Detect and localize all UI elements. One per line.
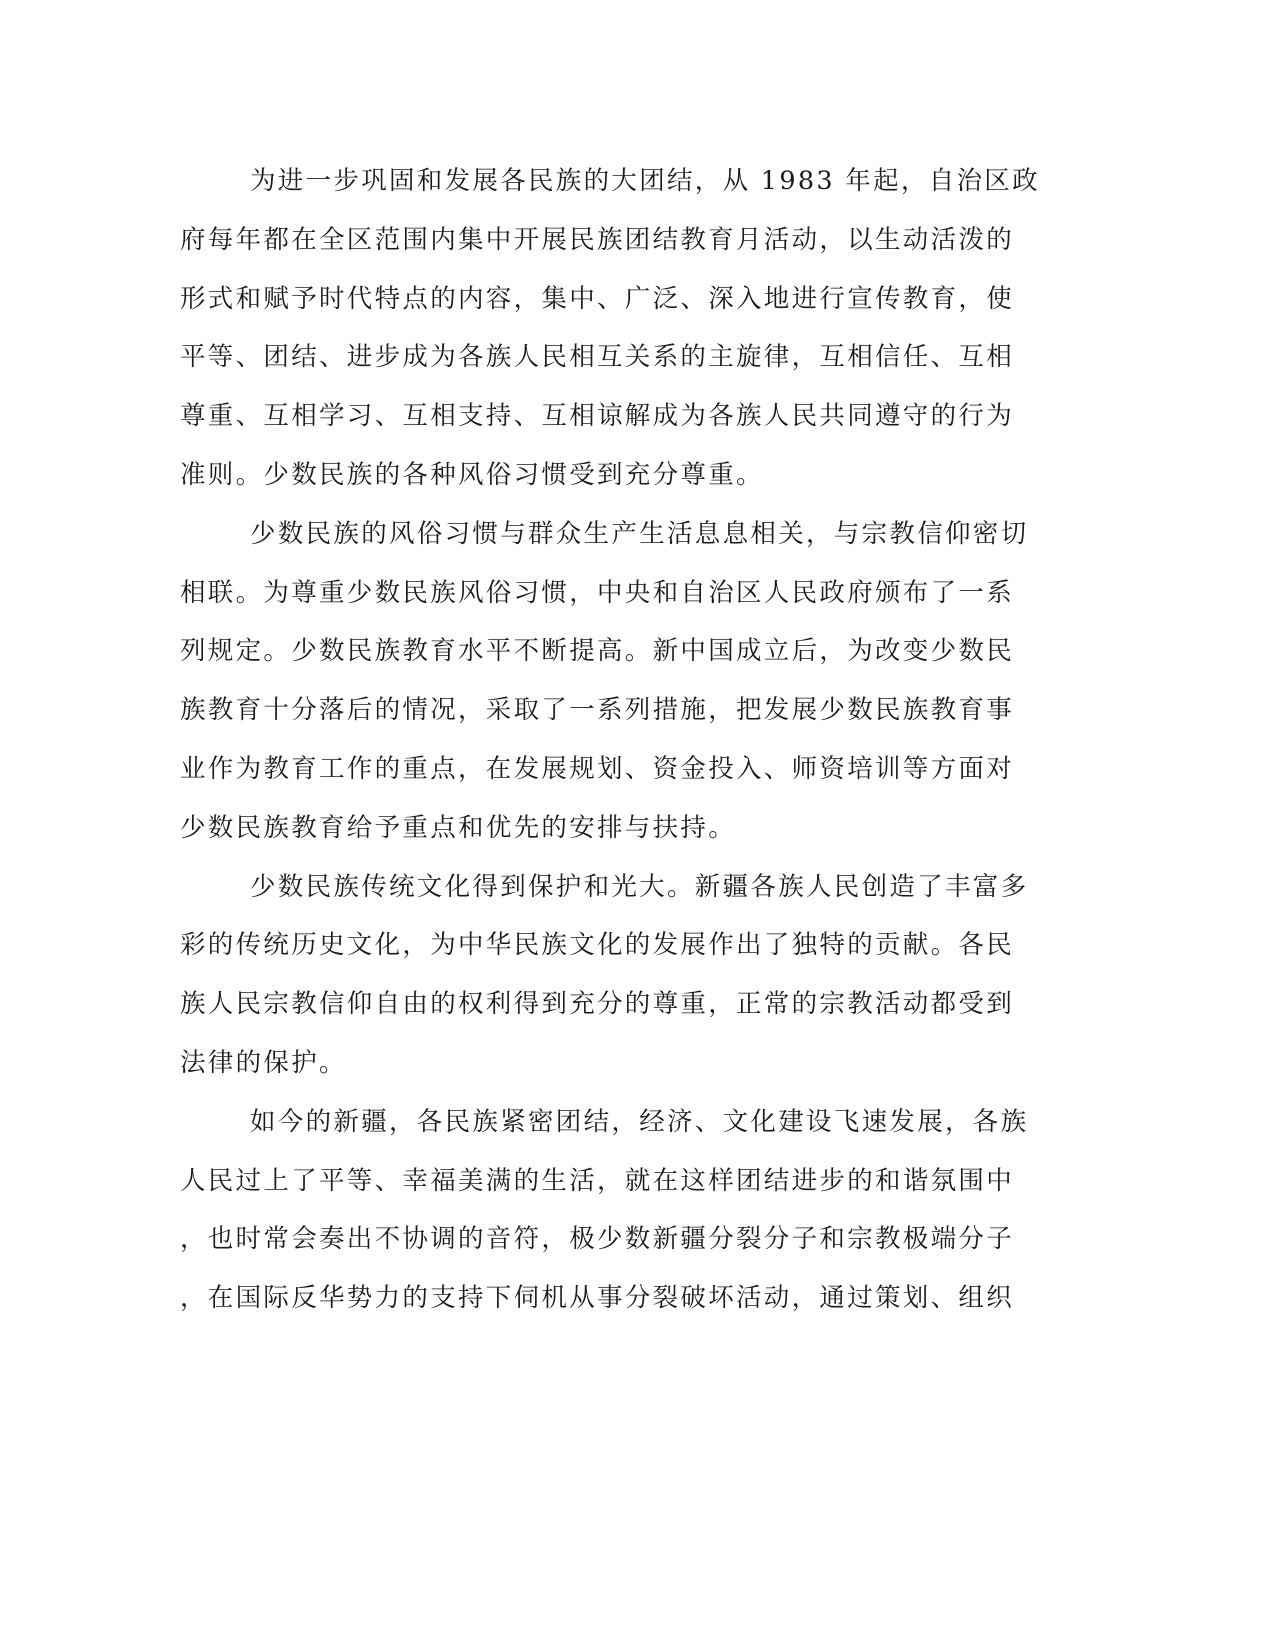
- text-line: 业作为教育工作的重点，在发展规划、资金投入、师资培训等方面对: [180, 753, 1015, 784]
- text-line: 如今的新疆，各民族紧密团结，经济、文化建设飞速发展，各族: [250, 1106, 1029, 1137]
- text-line: ，也时常会奏出不协调的音符，极少数新疆分裂分子和宗教极端分子: [180, 1224, 1015, 1255]
- text-line: 少数民族传统文化得到保护和光大。新疆各族人民创造了丰富多: [250, 871, 1029, 902]
- text-line: 尊重、互相学习、互相支持、互相谅解成为各族人民共同遵守的行为: [180, 401, 1015, 432]
- paragraph-2: [180, 505, 1029, 858]
- paragraph-4: [180, 1093, 1029, 1328]
- text-line: 相联。为尊重少数民族风俗习惯，中央和自治区人民政府颁布了一系: [180, 577, 1015, 608]
- text-line: 准则。少数民族的各种风俗习惯受到充分尊重。: [180, 459, 764, 490]
- text-line: 族人民宗教信仰自由的权利得到充分的尊重，正常的宗教活动都受到: [180, 989, 1015, 1020]
- text-line: 族教育十分落后的情况，采取了一系列措施，把发展少数民族教育事: [180, 695, 1015, 726]
- text-line: 府每年都在全区范围内集中开展民族团结教育月活动，以生动活泼的: [180, 224, 1015, 255]
- text-line: 少数民族教育给予重点和优先的安排与扶持。: [180, 812, 737, 843]
- paragraph-1: [180, 152, 1040, 505]
- text-line: 彩的传统历史文化，为中华民族文化的发展作出了独特的贡献。各民: [180, 930, 1015, 961]
- text-line: 列规定。少数民族教育水平不断提高。新中国成立后，为改变少数民: [180, 636, 1015, 667]
- text-line: 少数民族的风俗习惯与群众生产生活息息相关，与宗教信仰密切: [250, 518, 1029, 549]
- text-line: 人民过上了平等、幸福美满的生活，就在这样团结进步的和谐氛围中: [180, 1165, 1015, 1196]
- text-line: 平等、团结、进步成为各族人民相互关系的主旋律，互相信任、互相: [180, 342, 1015, 373]
- text-line: 形式和赋予时代特点的内容，集中、广泛、深入地进行宣传教育，使: [180, 283, 1015, 314]
- paragraph-3: [180, 858, 1029, 1093]
- text-line: 为进一步巩固和发展各民族的大团结，从 1983 年起，自治区政: [250, 166, 1040, 196]
- document-body: [180, 152, 1040, 1328]
- text-line: 法律的保护。: [180, 1047, 347, 1078]
- text-line: ，在国际反华势力的支持下伺机从事分裂破坏活动，通过策划、组织: [180, 1283, 1015, 1314]
